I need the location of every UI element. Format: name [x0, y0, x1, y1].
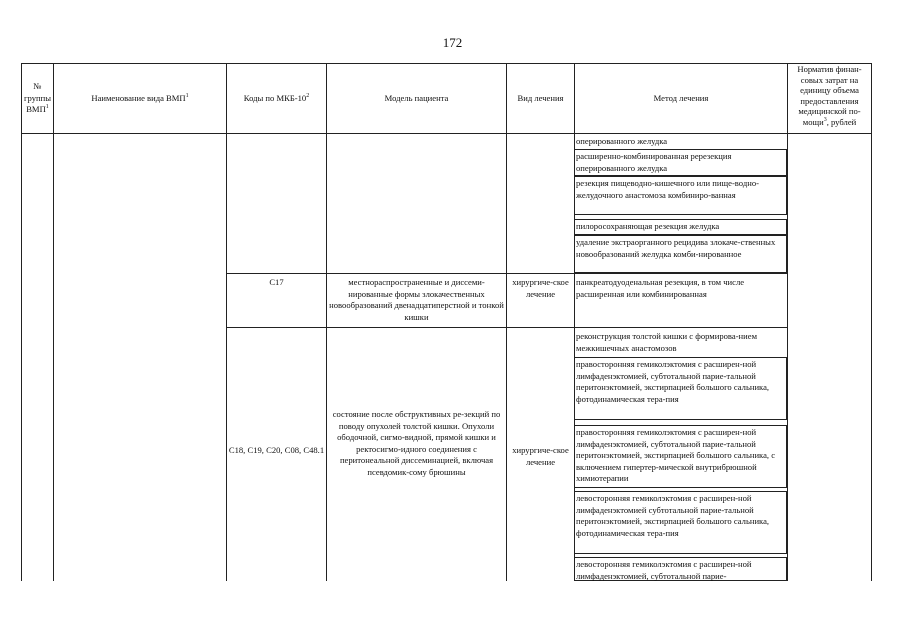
treatment-type-cell: хирургиче-ское лечение [512, 445, 569, 467]
method-item: панкреатодуоденальная резекция, в том числе расширенная или комбинированная [576, 277, 745, 299]
patient-model-cell: местнораспространенные и диссеми-нированные формы злокачественных новообразований двенадцатиперстной и тонкой кишки [329, 277, 504, 322]
row-sep-2 [226, 327, 787, 328]
table-left-border [21, 63, 22, 581]
method-item: оперированного желудка [576, 136, 668, 146]
patient-model-cell: состояние после обструктивных ре-зекций по поводу опухолей толстой кишки. Опухоли ободочной, сигмо-видной, прямой кишки и ректосигмо-идного соединения с перитонеальной диссеминацией, включая псевдомик-сому брюшины [332, 409, 501, 477]
header-group-no: № группы ВМП$^1$ [24, 81, 51, 115]
treatment-type-cell: хирургиче-ское лечение [512, 277, 569, 299]
method-item: правосторонняя гемиколэктомия с расширен-ной лимфаденэктомией, субтотальной парие-тальной перитонэктомией, экстирпацией большого сальника, фотодинамическая тера-пия [576, 359, 770, 404]
method-item: пилоросохраняющая резекция желудка [576, 221, 720, 231]
method-item: резекция пищеводно-кишечного или пище-водно-желудочного анастомоза комбиниро-ванная [576, 178, 759, 200]
method-item: левосторонняя гемиколэктомия с расширен-ной лимфаденэктомией, субтотальной парие- [576, 559, 752, 581]
header-patient-model: Модель пациента [384, 92, 449, 103]
page-number: 172 [442, 35, 463, 50]
icd-codes-cell: С18, С19, С20, С08, С48.1 [228, 445, 325, 455]
table-right-border [871, 63, 872, 581]
method-item: реконструкция толстой кишки с формирова-нием межкишечных анастомозов [576, 331, 758, 353]
icd-codes-cell: С17 [269, 277, 284, 287]
col-sep-4 [506, 63, 507, 581]
document-table [21, 63, 872, 581]
col-sep-3 [326, 63, 327, 581]
header-icd-codes: Коды по МКБ-$10^2$ [243, 92, 310, 103]
header-treatment-type: Вид лечения [517, 92, 564, 103]
header-bottom-border [21, 133, 872, 134]
header-cost-norm: Норматив финан-совых затрат на единицу объема предоставления медицинской по-мощи$^3$, рублей [797, 64, 862, 127]
col-sep-2 [226, 63, 227, 581]
header-treatment-method: Метод лечения [653, 92, 709, 103]
method-item: расширенно-комбинированная ререзекция оперированного желудка [576, 151, 732, 173]
method-item: левосторонняя гемиколэктомия с расширен-ной лимфаденэктомией субтотальной парие-тальной перитонэктомией, экстирпацией большого сальника, фотодинамическая тера-пия [576, 493, 770, 538]
method-item: правосторонняя гемиколэктомия с расширен-ной лимфаденэктомией, субтотальной парие-тальной перитонэктомией, экстирпацией большого сальника, с включением гипертер-мической внутрибрюшной химиотерапии [576, 427, 776, 484]
header-vmp-name: Наименование вида ВМП$^1$ [91, 92, 189, 103]
col-sep-1 [53, 63, 54, 581]
method-item: удаление экстраорганного рецидива злокаче-ственных новообразований желудка комби-нированное [576, 237, 776, 259]
row-sep-1 [226, 273, 787, 274]
